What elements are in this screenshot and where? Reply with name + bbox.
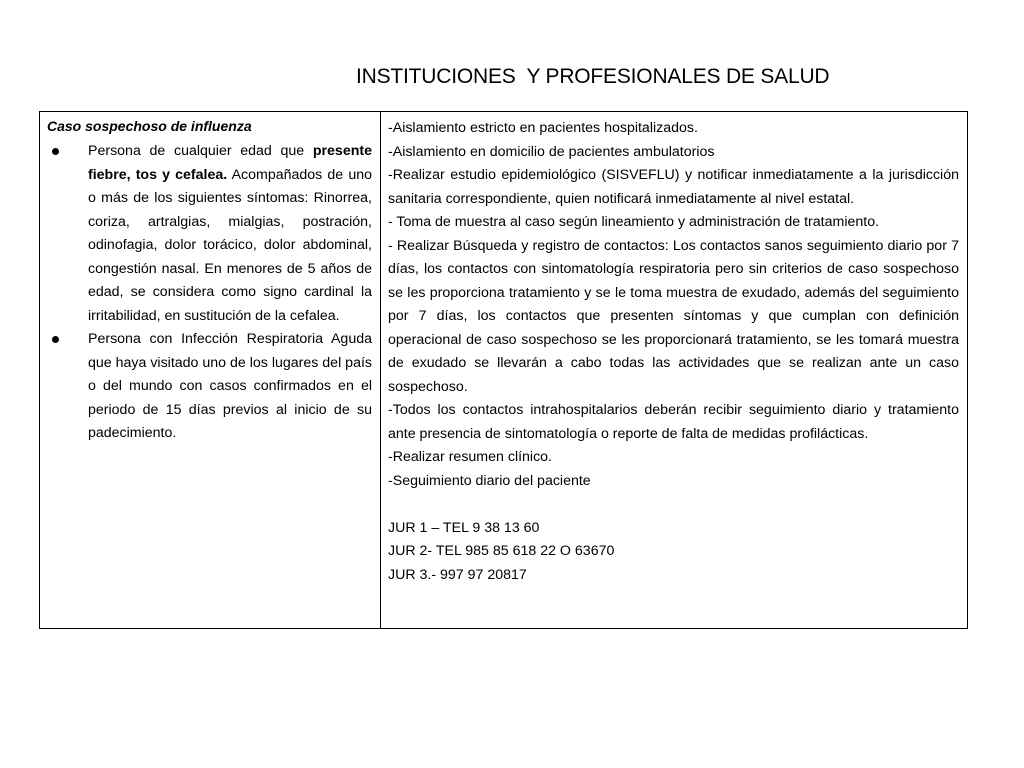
phone-line: JUR 1 – TEL 9 38 13 60 [388,519,540,536]
bullet-text: Persona con Infección Respiratoria Aguda que haya visitado uno de los lugares del país o del mundo con casos confirmados en el periodo de 15 días previos al inicio de su padecimiento. [88,331,372,441]
bullet-text-post: Acompañados de uno o más de los siguientes síntomas: Rinorrea, coriza, artralgias, mialgias, postración, odinofagia, dolor torácico, dolor abdominal, congestión nasal. En menores de 5 años de edad, se considera como signo cardinal la irritabilidad, en sustitución de la cefalea. [88,166,372,324]
bullet-text-pre: Persona de cualquier edad que [88,143,313,159]
page-title: INSTITUCIONES Y PROFESIONALES DE SALUD [356,65,830,88]
action-paragraph: -Realizar estudio epidemiológico (SISVEFLU) y notificar inmediatamente a la jurisdicción sanitaria correspondiente, quien notificará inmediatamente al nivel estatal. [388,167,959,207]
action-paragraph: -Seguimiento diario del paciente [388,472,591,489]
phone-line: JUR 3.- 997 97 20817 [388,566,527,583]
content-table [39,111,968,629]
action-paragraph: - Toma de muestra al caso según lineamiento y administración de tratamiento. [388,214,880,230]
spacer [388,493,959,517]
action-paragraph: -Todos los contactos intrahospitalarios deberán recibir seguimiento diario y tratamiento ante presencia de sintomatología o reporte de falta de medidas profilácticas. [388,402,959,442]
bullet-item [47,328,372,446]
right-column [381,112,967,628]
phone-line: JUR 2- TEL 985 85 618 22 O 63670 [388,543,615,559]
case-heading: Caso sospechoso de influenza [47,118,252,134]
action-paragraph: - Realizar Búsqueda y registro de contactos: Los contactos sanos seguimiento diario por 7 días, los contactos con sintomatología respiratoria pero sin criterios de caso sospechoso se les proporciona tratamiento y se le toma muestra de exudado, además del seguimiento por 7 días, los contactos que presenten síntomas y que cumplan con definición operacional de caso sospechoso se les proporcionará tratamiento, se les tomará muestra de exudado se llevarán a cabo todas las actividades que se realizan ante un caso sospechoso. [388,237,959,395]
action-paragraph: -Aislamiento estricto en pacientes hospitalizados. [388,120,698,136]
action-paragraph: -Realizar resumen clínico. [388,449,553,465]
bullet-text [88,140,372,328]
bullet-text-bold: presente fiebre, tos y cefalea. [88,143,372,183]
action-paragraph: -Aislamiento en domicilio de pacientes ambulatorios [388,143,715,160]
bullet-item [47,140,372,328]
left-column [40,112,381,628]
